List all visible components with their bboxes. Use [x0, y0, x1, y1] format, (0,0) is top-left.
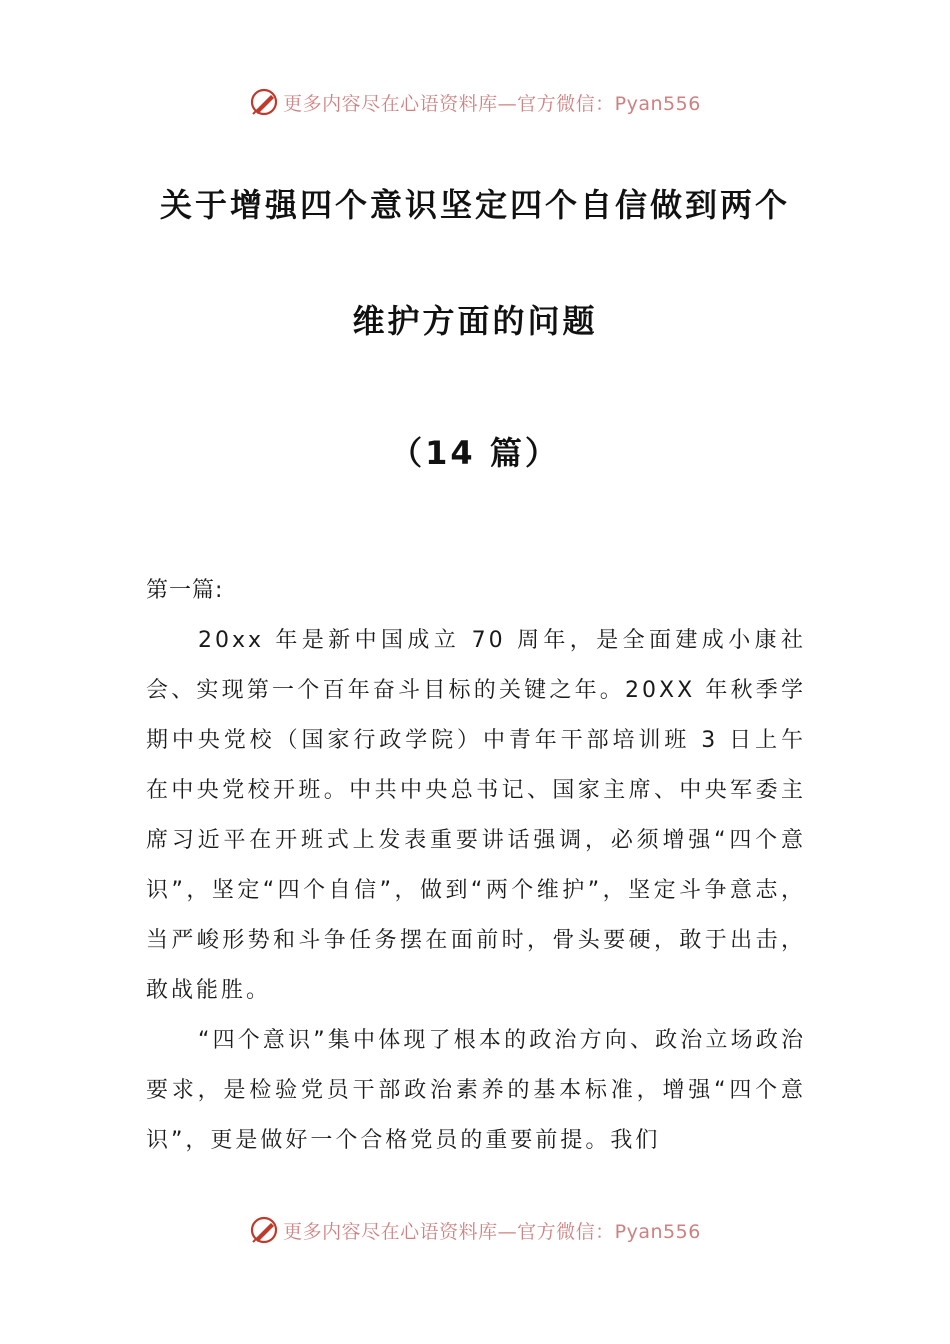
- watermark-text: 更多内容尽在心语资料库—官方微信：Pyan556: [283, 92, 701, 115]
- page-title-line-2: 维护方面的问题: [352, 302, 598, 340]
- pen-circle-logo-icon: [249, 87, 279, 117]
- pen-circle-logo-icon: [249, 1215, 279, 1245]
- watermark-banner-bottom: [0, 1210, 950, 1250]
- wechat-id: Pyan556: [614, 1220, 701, 1243]
- watermark-text: 更多内容尽在心语资料库—官方微信：Pyan556: [283, 1220, 701, 1243]
- document-body: [146, 566, 806, 1166]
- section-label: 第一篇:: [146, 578, 224, 603]
- wechat-id: Pyan556: [614, 92, 701, 115]
- article-count: （14 篇）: [390, 434, 560, 472]
- page-title-line-1: 关于增强四个意识坚定四个自信做到两个: [159, 186, 790, 224]
- paragraph-2: “四个意识”集中体现了根本的政治方向、政治立场政治要求，是检验党员干部政治素养的基本标准，增强“四个意识”，更是做好一个合格党员的重要前提。我们: [146, 1028, 806, 1153]
- paragraph-1: 20xx 年是新中国成立 70 周年，是全面建成小康社会、实现第一个百年奋斗目标的关键之年。20XX 年秋季学期中央党校（国家行政学院）中青年干部培训班 3 日上午在中央党校开班。中共中央总书记、国家主席、中央军委主席习近平在开班式上发表重要讲话强调，必须增强“四个意识”，坚定“四个自信”，做到“两个维护”，坚定斗争意志，当严峻形势和斗争任务摆在面前时，骨头要硬，敢于出击，敢战能胜。: [146, 628, 806, 1003]
- watermark-banner-top: [0, 82, 950, 122]
